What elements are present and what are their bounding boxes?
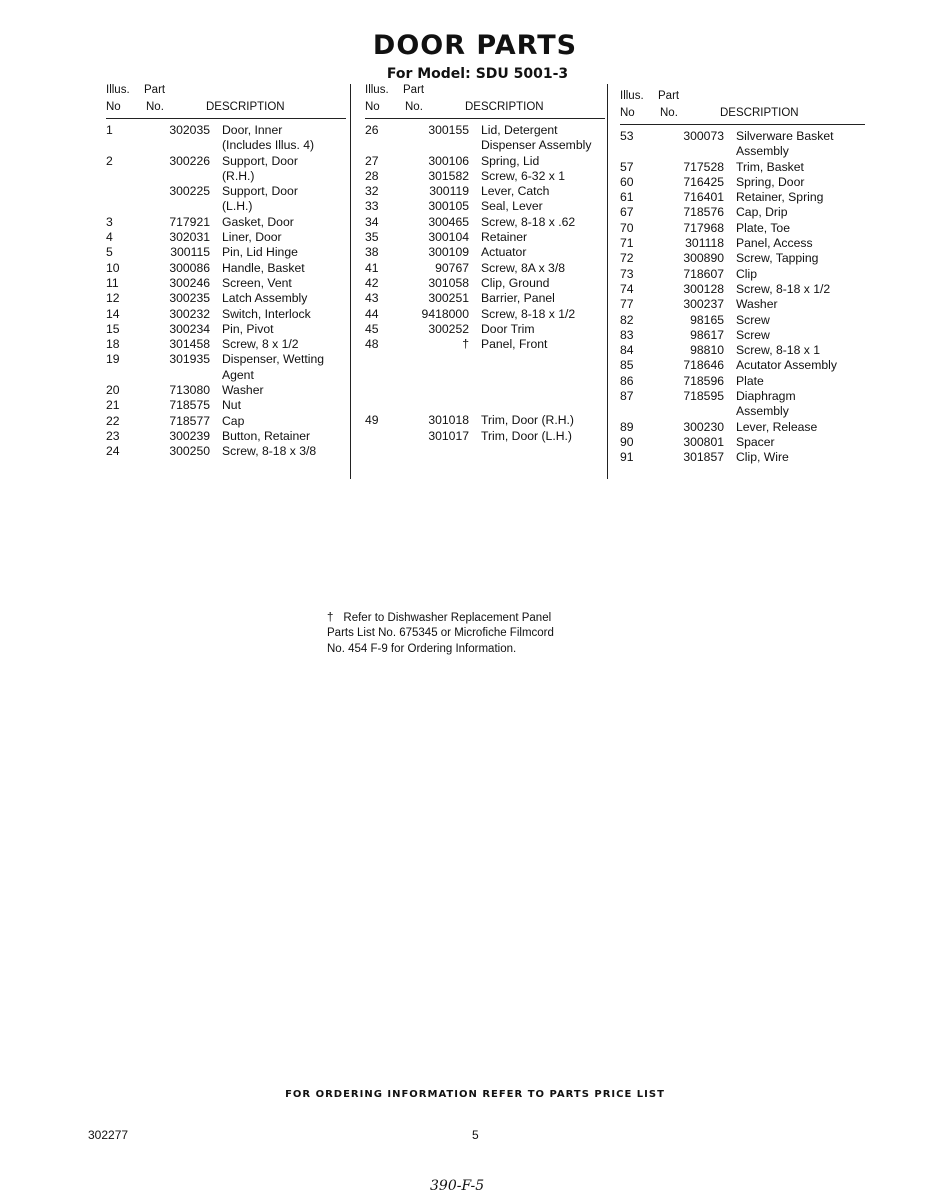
part-description: Switch, Interlock (222, 306, 311, 321)
part-description: Screw, 8A x 3/8 (481, 260, 566, 275)
illus-number: 23 (106, 428, 120, 443)
part-number: 716425 (683, 174, 724, 189)
parts-row (106, 154, 346, 169)
part-no-label: No. (146, 101, 164, 113)
handwritten-note: 390-F-5 (430, 1178, 485, 1194)
illus-label: Illus. (365, 84, 389, 96)
illus-number: 43 (365, 291, 379, 306)
illus-number (620, 144, 656, 159)
parts-column-1 (106, 82, 346, 460)
parts-row (365, 413, 605, 428)
illus-number: 4 (106, 230, 113, 245)
parts-row (620, 450, 865, 465)
column-header (365, 82, 605, 118)
part-label: Part (403, 84, 425, 96)
illus-number: 61 (620, 190, 634, 205)
parts-column-3 (620, 82, 865, 466)
parts-row (106, 307, 346, 322)
part-description: (R.H.) (222, 168, 255, 183)
part-number: 301935 (169, 352, 210, 367)
part-number: 301582 (428, 168, 469, 183)
part-number: 300890 (683, 251, 724, 266)
document-number: 302277 (88, 1128, 129, 1142)
part-number: 718576 (683, 205, 724, 220)
parts-row (365, 322, 605, 337)
part-number: 300246 (169, 275, 210, 290)
illus-number (365, 429, 401, 444)
parts-row (620, 358, 865, 373)
description-label: DESCRIPTION (465, 101, 544, 113)
parts-row (620, 129, 865, 144)
part-number: 300105 (428, 199, 469, 214)
illus-number: 14 (106, 306, 120, 321)
illus-number: 19 (106, 352, 120, 367)
part-number: 300226 (169, 153, 210, 168)
part-description: Screw (736, 327, 770, 342)
part-number: 98617 (690, 327, 724, 342)
parts-row (365, 215, 605, 230)
part-description: Retainer, Spring (736, 190, 824, 205)
part-description: Pin, Lid Hinge (222, 245, 298, 260)
illus-number: 26 (365, 123, 379, 137)
parts-row (365, 276, 605, 291)
parts-row (106, 398, 346, 413)
illus-number: 48 (365, 337, 379, 352)
part-number: 300155 (428, 123, 469, 137)
parts-row (106, 383, 346, 398)
part-number: 300073 (683, 129, 724, 143)
part-number: 300104 (428, 230, 469, 245)
parts-row (106, 444, 346, 459)
illus-number: 32 (365, 184, 379, 199)
part-number: 302035 (169, 123, 210, 137)
part-description: Trim, Door (R.H.) (481, 413, 574, 428)
part-description: Clip (736, 266, 757, 281)
illus-number: 84 (620, 343, 634, 358)
header-rule (106, 118, 346, 119)
parts-list (365, 123, 605, 352)
part-description: Handle, Basket (222, 260, 305, 275)
part-number: 718575 (169, 398, 210, 413)
parts-list (365, 413, 605, 444)
header-rule (365, 118, 605, 119)
parts-row (620, 160, 865, 175)
part-description: Plate, Toe (736, 220, 790, 235)
part-number: 300232 (169, 306, 210, 321)
part-no-label: No. (405, 101, 423, 113)
part-description: Assembly (736, 144, 789, 159)
part-number (142, 138, 210, 153)
illus-number: 33 (365, 199, 379, 214)
parts-row (365, 184, 605, 199)
part-number: 9418000 (421, 306, 469, 321)
footnote-line-3: No. 454 F-9 for Ordering Information. (327, 642, 517, 655)
illus-number (106, 368, 142, 383)
part-description: Screw, 8-18 x 1/2 (736, 281, 831, 296)
illus-number: 89 (620, 419, 634, 434)
part-description: Latch Assembly (222, 291, 308, 306)
part-number: 301118 (685, 236, 724, 251)
parts-row (620, 221, 865, 236)
illus-number: 45 (365, 321, 379, 336)
column-header (106, 82, 346, 118)
part-number: 300225 (169, 184, 210, 199)
parts-row (620, 374, 865, 389)
part-description: Clip, Ground (481, 275, 550, 290)
parts-row (365, 307, 605, 322)
part-number: 300251 (428, 291, 469, 306)
parts-row (365, 337, 605, 352)
illus-number: 73 (620, 266, 634, 281)
illus-no-label: No (620, 107, 635, 119)
parts-row (106, 291, 346, 306)
part-description: (Includes Illus. 4) (222, 138, 315, 153)
part-description: Diaphragm (736, 389, 796, 404)
part-description: Cap, Drip (736, 205, 788, 220)
parts-row (620, 328, 865, 343)
part-number (142, 368, 210, 383)
part-description: Lid, Detergent (481, 123, 558, 137)
illus-number: 77 (620, 297, 634, 312)
part-number: 302031 (169, 230, 210, 245)
part-number: 300230 (683, 419, 724, 434)
illus-number: 20 (106, 383, 120, 398)
parts-row (106, 230, 346, 245)
description-label: DESCRIPTION (720, 107, 799, 119)
illus-number (365, 138, 401, 153)
model-number: SDU 5001-3 (475, 66, 569, 82)
part-description: Support, Door (222, 184, 298, 199)
part-number: 300235 (169, 291, 210, 306)
illus-number: 60 (620, 174, 634, 189)
part-number: 300128 (683, 281, 724, 296)
parts-row (620, 297, 865, 312)
parts-row (620, 343, 865, 358)
part-description: Door Trim (481, 321, 535, 336)
part-number: 300234 (169, 321, 210, 336)
parts-row (106, 276, 346, 291)
parts-row (620, 389, 865, 404)
parts-row (106, 352, 346, 367)
part-number (142, 169, 210, 184)
footnote-line-2: Parts List No. 675345 or Microfiche Filmcord (327, 627, 554, 640)
part-description: Silverware Basket (736, 129, 834, 143)
page-number: 5 (472, 1128, 479, 1142)
part-description: Trim, Door (L.H.) (481, 428, 572, 443)
illus-number: 34 (365, 214, 379, 229)
part-number: † (462, 337, 469, 352)
part-description: Screw, 6-32 x 1 (481, 168, 565, 183)
parts-row (620, 267, 865, 282)
part-number (142, 199, 210, 214)
part-description: Screw (736, 312, 770, 327)
part-description: Screw, 8-18 x .62 (481, 214, 576, 229)
parts-row (106, 138, 346, 153)
part-number: 300801 (683, 434, 724, 449)
illus-no-label: No (106, 101, 121, 113)
part-number: 301058 (428, 275, 469, 290)
parts-row (106, 429, 346, 444)
illus-number: 22 (106, 413, 120, 428)
part-description: Screw, 8-18 x 1/2 (481, 306, 576, 321)
parts-row (365, 245, 605, 260)
parts-row (620, 205, 865, 220)
part-description: Washer (222, 383, 264, 398)
parts-row (106, 245, 346, 260)
parts-row (365, 291, 605, 306)
part-description: Pin, Pivot (222, 321, 274, 336)
parts-row (365, 154, 605, 169)
part-number: 718595 (683, 389, 724, 404)
header-rule (620, 124, 865, 125)
parts-row (365, 138, 605, 153)
part-description: Dispenser, Wetting (222, 352, 325, 367)
part-description: Screw, 8-18 x 3/8 (222, 444, 317, 459)
footnote-line-1: Refer to Dishwasher Replacement Panel (343, 612, 552, 624)
part-description: Washer (736, 297, 778, 312)
part-number: 717528 (683, 159, 724, 174)
part-number: 300465 (428, 214, 469, 229)
part-number: 300115 (170, 245, 210, 260)
part-number: 300250 (169, 444, 210, 459)
parts-list (106, 123, 346, 460)
illus-number (106, 184, 142, 199)
part-description: Acutator Assembly (736, 358, 837, 373)
part-number: 300237 (683, 297, 724, 312)
part-number: 301017 (428, 428, 469, 443)
part-number: 98165 (690, 312, 724, 327)
part-number: 718646 (683, 358, 724, 373)
page-title: DOOR PARTS (372, 30, 578, 61)
illus-number: 21 (106, 398, 120, 413)
description-label: DESCRIPTION (206, 101, 285, 113)
illus-label: Illus. (620, 90, 644, 102)
illus-number (620, 404, 656, 419)
ordering-info: FOR ORDERING INFORMATION REFER TO PARTS PRICE LIST (285, 1089, 665, 1100)
parts-row (106, 123, 346, 138)
part-description: Dispenser Assembly (481, 138, 592, 153)
part-description: Button, Retainer (222, 428, 311, 443)
illus-number: 24 (106, 444, 120, 459)
parts-row (365, 429, 605, 444)
part-description: Screen, Vent (222, 275, 292, 290)
illus-number: 42 (365, 275, 379, 290)
part-description: (L.H.) (222, 199, 253, 214)
part-description: Retainer (481, 230, 528, 245)
part-description: Cap (222, 413, 245, 428)
part-description: Screw, Tapping (736, 251, 819, 266)
part-description: Lever, Catch (481, 184, 550, 199)
parts-row (106, 215, 346, 230)
part-description: Screw, 8-18 x 1 (736, 343, 820, 358)
part-number: 718607 (683, 266, 724, 281)
parts-row (620, 175, 865, 190)
parts-row (620, 404, 865, 419)
part-number: 717921 (169, 214, 210, 229)
illus-number: 82 (620, 312, 634, 327)
part-number: 300109 (428, 245, 469, 260)
part-description: Plate (736, 373, 764, 388)
part-description: Seal, Lever (481, 199, 543, 214)
part-description: Liner, Door (222, 230, 282, 245)
part-description: Clip, Wire (736, 450, 789, 465)
parts-row (620, 251, 865, 266)
illus-number: 10 (106, 260, 120, 275)
illus-number: 72 (620, 251, 634, 266)
illus-number: 71 (620, 236, 634, 251)
parts-row (365, 199, 605, 214)
parts-row (106, 322, 346, 337)
parts-row (620, 435, 865, 450)
part-label: Part (658, 90, 680, 102)
column-header (620, 88, 865, 124)
parts-row (106, 199, 346, 214)
part-number: 716401 (683, 190, 724, 205)
illus-number: 44 (365, 306, 379, 321)
illus-number: 90 (620, 434, 634, 449)
part-number: 300106 (428, 153, 469, 168)
illus-number (106, 199, 142, 214)
part-label: Part (144, 84, 166, 96)
illus-number: 3 (106, 214, 113, 229)
illus-number: 2 (106, 153, 113, 168)
illus-number: 1 (106, 123, 113, 137)
part-description: Panel, Front (481, 337, 548, 352)
parts-row (106, 337, 346, 352)
part-number (401, 138, 469, 153)
illus-number: 70 (620, 220, 634, 235)
parts-row (106, 184, 346, 199)
illus-number (106, 169, 142, 184)
illus-number: 11 (106, 275, 119, 290)
illus-number: 53 (620, 129, 634, 143)
part-description: Agent (222, 367, 254, 382)
parts-row (620, 144, 865, 159)
part-number: 300119 (429, 184, 469, 199)
illus-number: 12 (106, 291, 120, 306)
part-number: 301018 (428, 413, 469, 428)
part-number (656, 404, 724, 419)
part-description: Lever, Release (736, 419, 818, 434)
parts-row (620, 313, 865, 328)
illus-number: 74 (620, 281, 634, 296)
illus-number: 27 (365, 153, 379, 168)
illus-label: Illus. (106, 84, 130, 96)
parts-column-2 (365, 82, 605, 444)
illus-number: 18 (106, 337, 120, 352)
parts-row (365, 123, 605, 138)
part-description: Panel, Access (736, 236, 813, 251)
part-number: 90767 (435, 260, 469, 275)
parts-row (106, 261, 346, 276)
parts-row (620, 190, 865, 205)
part-description: Actuator (481, 245, 527, 260)
illus-number: 38 (365, 245, 379, 260)
part-description: Gasket, Door (222, 214, 294, 229)
parts-row (620, 282, 865, 297)
column-divider-2 (607, 84, 608, 479)
part-description: Spacer (736, 434, 775, 449)
parts-row (106, 169, 346, 184)
part-number: 301458 (169, 337, 210, 352)
part-description: Nut (222, 398, 241, 413)
part-description: Spring, Door (736, 174, 805, 189)
part-description: Trim, Basket (736, 159, 804, 174)
illus-number: 85 (620, 358, 634, 373)
illus-number: 5 (106, 245, 113, 260)
part-description: Assembly (736, 404, 789, 419)
part-number: 300086 (169, 260, 210, 275)
footnote (327, 611, 627, 657)
illus-number: 49 (365, 413, 379, 428)
model-label: For Model: (386, 66, 471, 82)
part-number: 300239 (169, 428, 210, 443)
illus-number: 41 (365, 260, 379, 275)
dagger-symbol: † (327, 612, 334, 624)
part-number: 713080 (169, 383, 210, 398)
part-number: 718577 (169, 413, 210, 428)
part-number: 301857 (683, 450, 724, 465)
illus-number: 87 (620, 389, 634, 404)
part-number: 717968 (683, 220, 724, 235)
part-number: 300252 (428, 321, 469, 336)
illus-number: 57 (620, 159, 634, 174)
part-description: Screw, 8 x 1/2 (222, 337, 299, 352)
part-description: Support, Door (222, 153, 298, 168)
part-description: Spring, Lid (481, 153, 540, 168)
parts-list (620, 129, 865, 466)
illus-number: 35 (365, 230, 379, 245)
illus-number (106, 138, 142, 153)
illus-number: 15 (106, 321, 120, 336)
column-divider-1 (350, 84, 351, 479)
parts-row (620, 420, 865, 435)
model-subtitle (0, 66, 950, 82)
illus-no-label: No (365, 101, 380, 113)
parts-row (365, 261, 605, 276)
parts-row (365, 230, 605, 245)
parts-row (620, 236, 865, 251)
parts-row (106, 368, 346, 383)
illus-number: 91 (620, 450, 634, 465)
part-description: Door, Inner (222, 123, 283, 137)
part-number: 98810 (690, 343, 724, 358)
illus-number: 83 (620, 327, 634, 342)
parts-row (365, 169, 605, 184)
illus-number: 67 (620, 205, 634, 220)
part-description: Barrier, Panel (481, 291, 555, 306)
illus-number: 86 (620, 373, 634, 388)
part-number (656, 144, 724, 159)
part-no-label: No. (660, 107, 678, 119)
parts-row (106, 414, 346, 429)
part-number: 718596 (683, 373, 724, 388)
illus-number: 28 (365, 168, 379, 183)
